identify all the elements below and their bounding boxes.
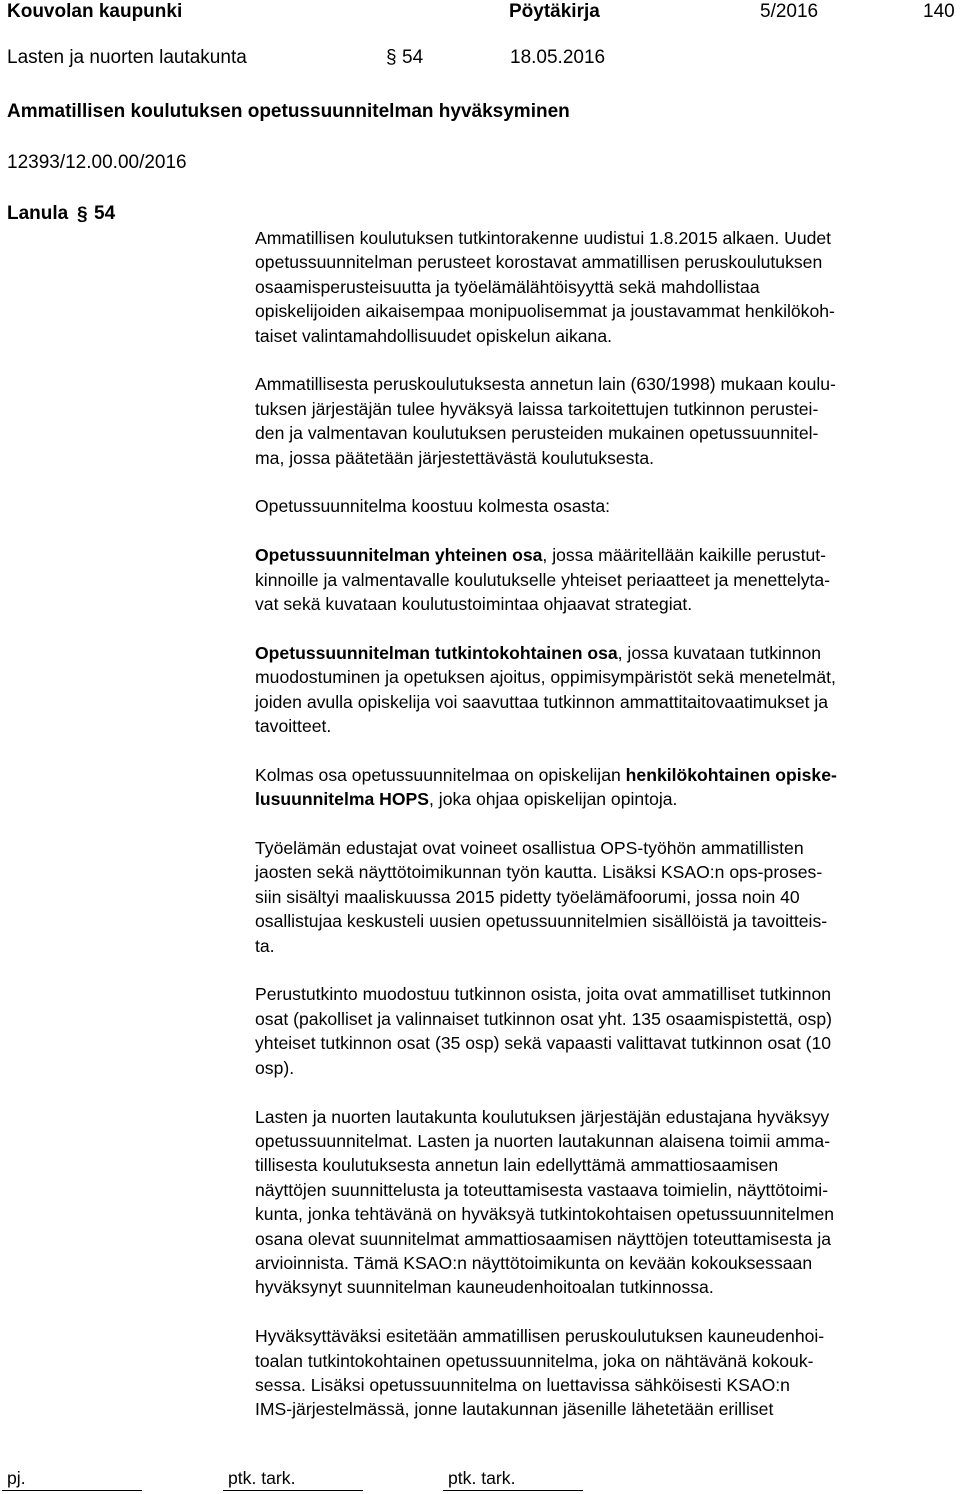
- text-line: [255, 690, 955, 714]
- paragraph: [255, 372, 955, 470]
- svg-text:§: §: [386, 47, 397, 68]
- text-line: [255, 446, 955, 470]
- text-line: [255, 1153, 955, 1177]
- text-line: [255, 1056, 955, 1080]
- text-line: [255, 592, 955, 616]
- signature-line-chair: [2, 1490, 142, 1491]
- text-run: Työelämän edustajat ovat voineet osallistua OPS-työhön ammatillisten: [255, 838, 804, 859]
- paragraph: [255, 1324, 955, 1422]
- text-line: [255, 714, 955, 738]
- text-run: hyväksynyt suunnitelman kauneudenhoitoalan tutkinnossa.: [255, 1277, 714, 1298]
- text-run: opiskelijoiden aikaisempaa monipuolisemmat ja joustavammat henkilökoh-: [255, 301, 835, 322]
- text-run: Perustutkinto muodostuu tutkinnon osista, joita ovat ammatilliset tutkinnon: [255, 984, 832, 1005]
- paragraph: [255, 836, 955, 958]
- signature-label-checker-1: ptk. tark.: [228, 1468, 296, 1488]
- text-run: joiden avulla opiskelija voi saavuttaa tutkinnon ammattitaitovaatimukset ja: [255, 691, 829, 712]
- page-title: Ammatillisen koulutuksen opetussuunnitelman hyväksyminen: [7, 101, 570, 122]
- paragraph: [255, 543, 955, 616]
- text-run: kinnoille ja valmentavalle koulutukselle yhteiset periaatteet ja menettelyta-: [255, 569, 831, 590]
- text-line: [255, 763, 955, 787]
- text-run: Kolmas osa opetussuunnitelmaa on opiskelijan: [255, 764, 626, 785]
- text-run: siin sisältyi maaliskuussa 2015 pidetty työelämäfoorumi, jossa noin 40: [255, 886, 800, 907]
- committee-name: Lasten ja nuorten lautakunta: [7, 47, 247, 68]
- text-run: kunta, jonka tehtävänä on hyväksyä tutkintokohtaisen opetussuunnitelmen: [255, 1204, 835, 1225]
- text-line: [255, 421, 955, 445]
- paragraph: [255, 494, 955, 518]
- bold-text: Opetussuunnitelman yhteinen osa: [255, 545, 543, 566]
- text-run: osat (pakolliset ja valinnaiset tutkinnon osat yht. 135 osaamispistettä, osp): [255, 1008, 833, 1029]
- text-line: [255, 934, 955, 958]
- text-run: tillisesta koulutuksesta annetun lain edellyttämä ammattiosaamisen: [255, 1155, 779, 1176]
- text-line: [255, 1324, 955, 1348]
- text-run: osaamisperusteisuutta ja työelämälähtöisyyttä sekä mahdollistaa: [255, 276, 760, 297]
- text-line: [255, 885, 955, 909]
- signature-label-checker-2: ptk. tark.: [448, 1468, 516, 1488]
- meeting-date: 18.05.2016: [510, 47, 606, 68]
- text-line: [255, 275, 955, 299]
- text-run: osallistujaa keskusteli uusien opetussuunnitelmien sisällöistä ja tavoitteis-: [255, 911, 828, 932]
- text-line: [255, 982, 955, 1006]
- text-line: [255, 397, 955, 421]
- text-line: [255, 1373, 955, 1397]
- paragraph: [255, 763, 955, 812]
- paragraph: [255, 1105, 955, 1300]
- text-run: muodostuminen ja opetuksen ajoitus, oppimisympäristöt sekä menetelmät,: [255, 667, 836, 688]
- text-line: [255, 1007, 955, 1031]
- document-type: Pöytäkirja: [509, 1, 600, 22]
- text-line: [255, 860, 955, 884]
- document-body: [255, 226, 955, 1446]
- text-run: osana olevat suunnitelmat ammattiosaamisen näyttöjen toteuttamisesta ja: [255, 1228, 832, 1249]
- signature-label-chair: pj.: [7, 1468, 26, 1488]
- text-run: taiset valintamahdollisuudet opiskelun aikana.: [255, 325, 612, 346]
- text-run: ma, jossa päätetään järjestettävästä koulutuksesta.: [255, 447, 655, 468]
- text-run: , joka ohjaa opiskelijan opintoja.: [429, 789, 678, 810]
- text-run: Lasten ja nuorten lautakunta koulutuksen järjestäjän edustajana hyväksyy: [255, 1106, 830, 1127]
- text-run: , jossa määritellään kaikille perustut-: [542, 545, 827, 566]
- text-line: [255, 1202, 955, 1226]
- text-run: tavoitteet.: [255, 716, 332, 737]
- text-run: opetussuunnitelmat. Lasten ja nuorten lautakunnan alaisena toimii amma-: [255, 1130, 831, 1151]
- text-line: [255, 1105, 955, 1129]
- paragraph: [255, 982, 955, 1080]
- text-run: toalan tutkintokohtainen opetussuunnitelma, joka on nähtävänä kokouk-: [255, 1350, 814, 1371]
- text-run: opetussuunnitelman perusteet korostavat ammatillisen peruskoulutuksen: [255, 252, 823, 273]
- text-run: näyttöjen suunnittelusta ja toteuttamisesta vastaava toimielin, näyttötoimi-: [255, 1179, 829, 1200]
- text-run: vat sekä kuvataan koulutustoimintaa ohjaavat strategiat.: [255, 594, 693, 615]
- text-run: tuksen järjestäjän tulee hyväksyä laissa tarkoitettujen tutkinnon perustei-: [255, 398, 819, 419]
- text-run: , jossa kuvataan tutkinnon: [617, 642, 822, 663]
- text-run: sessa. Lisäksi opetussuunnitelma on luettavissa sähköisesti KSAO:n: [255, 1374, 790, 1395]
- text-run: ta.: [255, 935, 275, 956]
- section-sign-icon: [76, 203, 90, 225]
- text-run: Ammatillisesta peruskoulutuksesta annetun lain (630/1998) mukaan koulu-: [255, 374, 836, 395]
- text-line: [255, 543, 955, 567]
- text-line: [255, 1397, 955, 1421]
- text-line: [255, 568, 955, 592]
- text-line: [255, 299, 955, 323]
- svg-text:§: §: [77, 204, 88, 225]
- text-line: [255, 1031, 955, 1055]
- text-line: [255, 1349, 955, 1373]
- text-line: [255, 665, 955, 689]
- organization-name: Kouvolan kaupunki: [7, 1, 183, 22]
- text-run: IMS-järjestelmässä, jonne lautakunnan jäsenille lähetetään erilliset: [255, 1399, 774, 1420]
- text-run: Ammatillisen koulutuksen tutkintorakenne uudistui 1.8.2015 alkaen. Uudet: [255, 228, 832, 248]
- bold-text: lusuunnitelma HOPS: [255, 789, 430, 810]
- meeting-section-number: 54: [402, 47, 424, 68]
- text-line: [255, 787, 955, 811]
- text-line: [255, 1251, 955, 1275]
- document-number: 5/2016: [760, 1, 819, 22]
- text-run: arvioinnista. Tämä KSAO:n näyttötoimikunta on kevään kokouksessaan: [255, 1252, 813, 1273]
- text-run: osp).: [255, 1057, 295, 1078]
- text-run: Opetussuunnitelma koostuu kolmesta osasta:: [255, 496, 611, 517]
- paragraph: [255, 641, 955, 739]
- text-line: [255, 909, 955, 933]
- text-run: Hyväksyttäväksi esitetään ammatillisen peruskoulutuksen kauneudenhoi-: [255, 1326, 825, 1347]
- text-line: [255, 1129, 955, 1153]
- text-run: jaosten sekä näyttötoimikunnan työn kautta. Lisäksi KSAO:n ops-proses-: [255, 862, 823, 883]
- section-sign-icon: [385, 46, 399, 68]
- text-line: [255, 836, 955, 860]
- text-run: den ja valmentavan koulutuksen perusteiden mukainen opetussuunnitel-: [255, 423, 819, 444]
- text-line: [255, 372, 955, 396]
- bold-text: henkilökohtainen opiske-: [625, 764, 837, 785]
- text-line: [255, 494, 955, 518]
- text-line: [255, 641, 955, 665]
- signature-line-checker-2: [443, 1490, 583, 1491]
- text-line: [255, 1227, 955, 1251]
- text-line: [255, 250, 955, 274]
- text-line: [255, 226, 955, 250]
- text-line: [255, 324, 955, 348]
- paragraph: [255, 226, 955, 348]
- section-number: 54: [94, 203, 116, 224]
- bold-text: Opetussuunnitelman tutkintokohtainen osa: [255, 642, 618, 663]
- signature-line-checker-1: [223, 1490, 363, 1491]
- text-run: yhteiset tutkinnon osat (35 osp) sekä vapaasti valittavat tutkinnon osat (10: [255, 1033, 832, 1054]
- record-id: 12393/12.00.00/2016: [7, 152, 187, 173]
- text-line: [255, 1178, 955, 1202]
- section-prefix: Lanula: [7, 203, 69, 224]
- text-line: [255, 1275, 955, 1299]
- page-number: 140: [923, 1, 955, 22]
